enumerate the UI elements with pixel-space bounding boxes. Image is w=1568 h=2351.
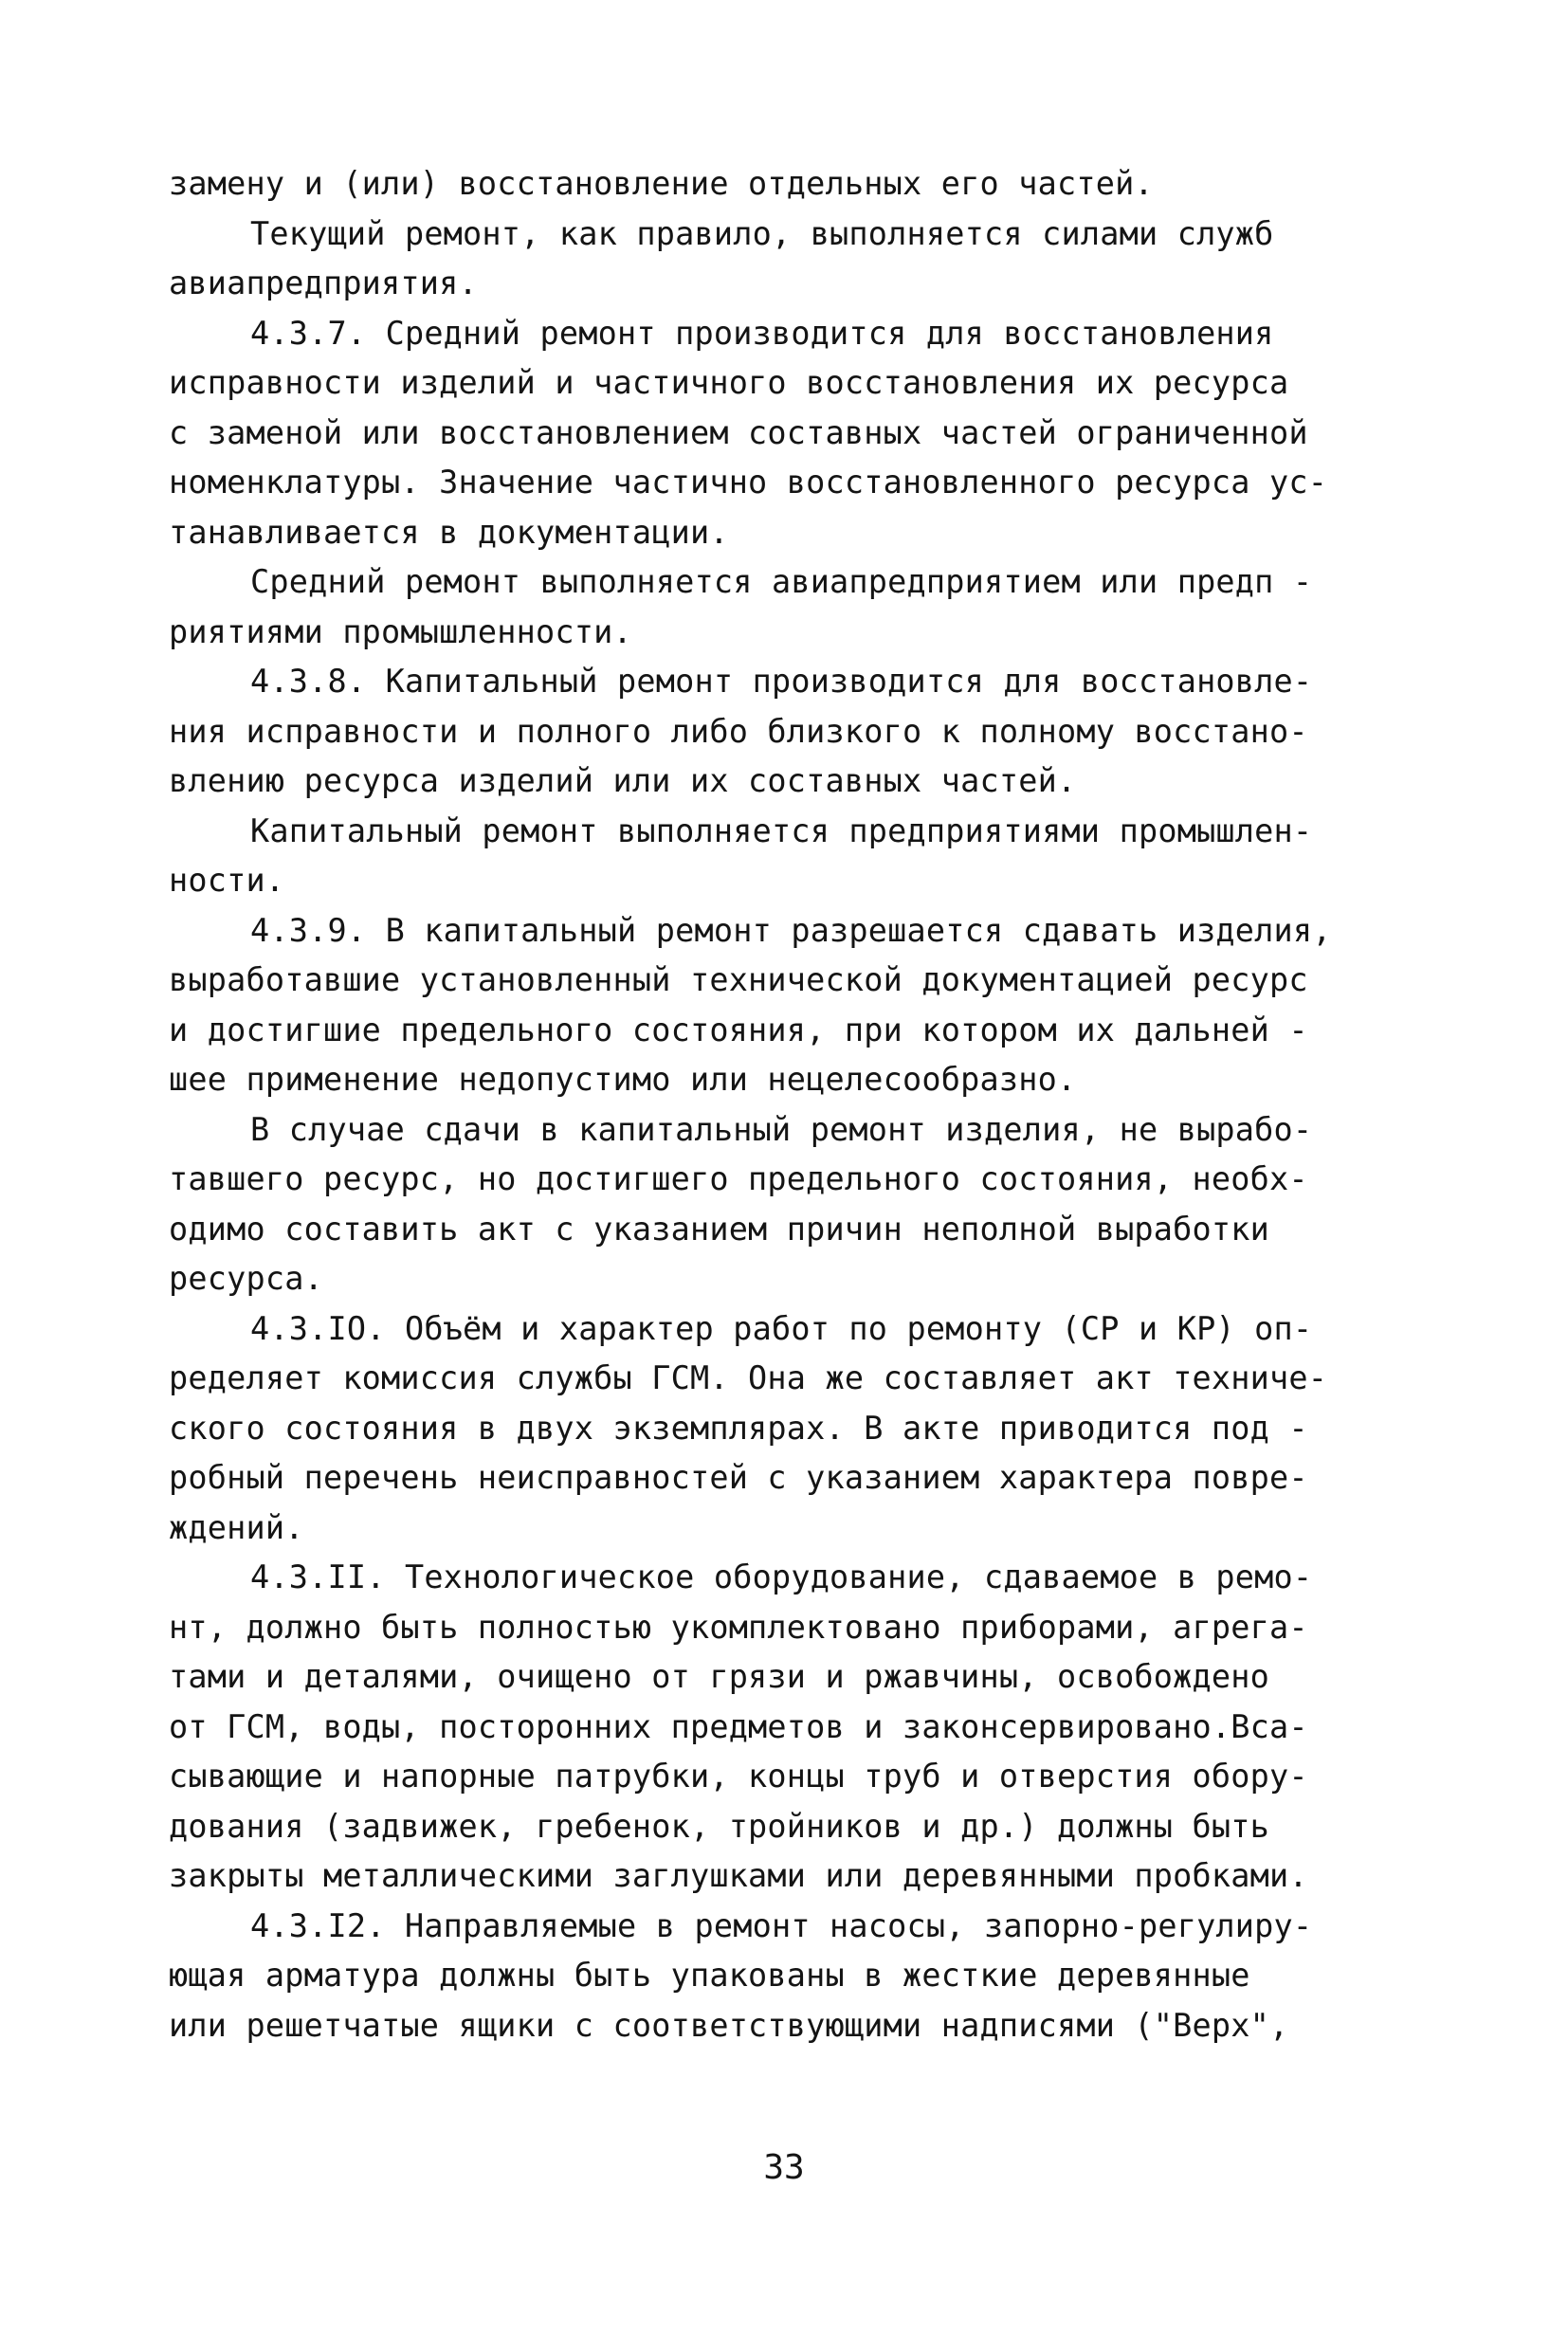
paragraph-first-line: Средний ремонт выполняется авиапредприятием или предп - xyxy=(250,563,1313,600)
text-line: и достигшие предельного состояния, при котором их дальней - xyxy=(169,1011,1308,1048)
text-line: номенклатуры. Значение частично восстановленного ресурса ус- xyxy=(169,464,1328,501)
text-line: танавливается в документации. xyxy=(169,513,729,551)
text-line: тами и деталями, очищено от грязи и ржавчины, освобождено xyxy=(169,1658,1270,1695)
page-number: 33 xyxy=(763,2148,805,2187)
text-line: с заменой или восстановлением составных частей ограниченной xyxy=(169,413,1308,451)
text-line: или решетчатые ящики с соответствующими надписями ("Верх", xyxy=(169,2006,1289,2044)
clause-4-3-12-first-line: 4.3.I2. Направляемые в ремонт насосы, запорно-регулиру- xyxy=(250,1906,1313,1944)
text-line: выработавшие установленный технической документацией ресурс xyxy=(169,961,1308,998)
clause-4-3-9-first-line: 4.3.9. В капитальный ремонт разрешается сдавать изделия, xyxy=(250,911,1332,949)
clause-4-3-7-first-line: 4.3.7. Средний ремонт производится для восстановления xyxy=(250,314,1274,352)
text-line: ющая арматура должны быть упакованы в жесткие деревянные xyxy=(169,1957,1250,1994)
text-line: робный перечень неисправностей с указанием характера повре- xyxy=(169,1459,1308,1496)
text-line: шее применение недопустимо или нецелесообразно. xyxy=(169,1061,1077,1098)
paragraph-first-line: В случае сдачи в капитальный ремонт изделия, не вырабо- xyxy=(250,1110,1313,1148)
text-line: ресурса. xyxy=(169,1260,323,1297)
clause-4-3-8-first-line: 4.3.8. Капитальный ремонт производится для восстановле- xyxy=(250,663,1313,700)
text-line: исправности изделий и частичного восстановления их ресурса xyxy=(169,364,1289,401)
clause-4-3-10-first-line: 4.3.IO. Объём и характер работ по ремонту (СР и КР) оп- xyxy=(250,1309,1313,1347)
text-line: от ГСМ, воды, посторонних предметов и законсервировано.Вса- xyxy=(169,1707,1308,1745)
text-line: ждений. xyxy=(169,1508,304,1546)
text-line: влению ресурса изделий или их составных частей. xyxy=(169,762,1077,799)
text-line: тавшего ресурс, но достигшего предельного состояния, необх- xyxy=(169,1160,1308,1197)
text-line: риятиями промышленности. xyxy=(169,612,632,650)
text-line: ности. xyxy=(169,862,285,899)
text-line: одимо составить акт с указанием причин неполной выработки xyxy=(169,1210,1270,1248)
body-text xyxy=(169,159,1401,2050)
text-line: нт, должно быть полностью укомплектовано приборами, агрега- xyxy=(169,1608,1308,1646)
text-line: ского состояния в двух экземплярах. В акте приводится под - xyxy=(169,1409,1308,1447)
text-line: сывающие и напорные патрубки, концы труб и отверстия обору- xyxy=(169,1758,1308,1795)
text-line: авиапредприятия. xyxy=(169,264,478,301)
paragraph-first-line: Текущий ремонт, как правило, выполняется силами служб xyxy=(250,214,1274,252)
text-line: ния исправности и полного либо близкого к полному восстано- xyxy=(169,712,1308,750)
text-line: замену и (или) восстановление отдельных его частей. xyxy=(169,165,1154,202)
text-line: ределяет комиссия службы ГСМ. Она же составляет акт техниче- xyxy=(169,1359,1328,1396)
clause-4-3-11-first-line: 4.3.II. Технологическое оборудование, сдаваемое в ремо- xyxy=(250,1558,1313,1595)
text-line: дования (задвижек, гребенок, тройников и др.) должны быть xyxy=(169,1807,1270,1845)
text-line: закрыты металлическими заглушками или деревянными пробками. xyxy=(169,1857,1308,1894)
paragraph-first-line: Капитальный ремонт выполняется предприятиями промышлен- xyxy=(250,811,1313,849)
